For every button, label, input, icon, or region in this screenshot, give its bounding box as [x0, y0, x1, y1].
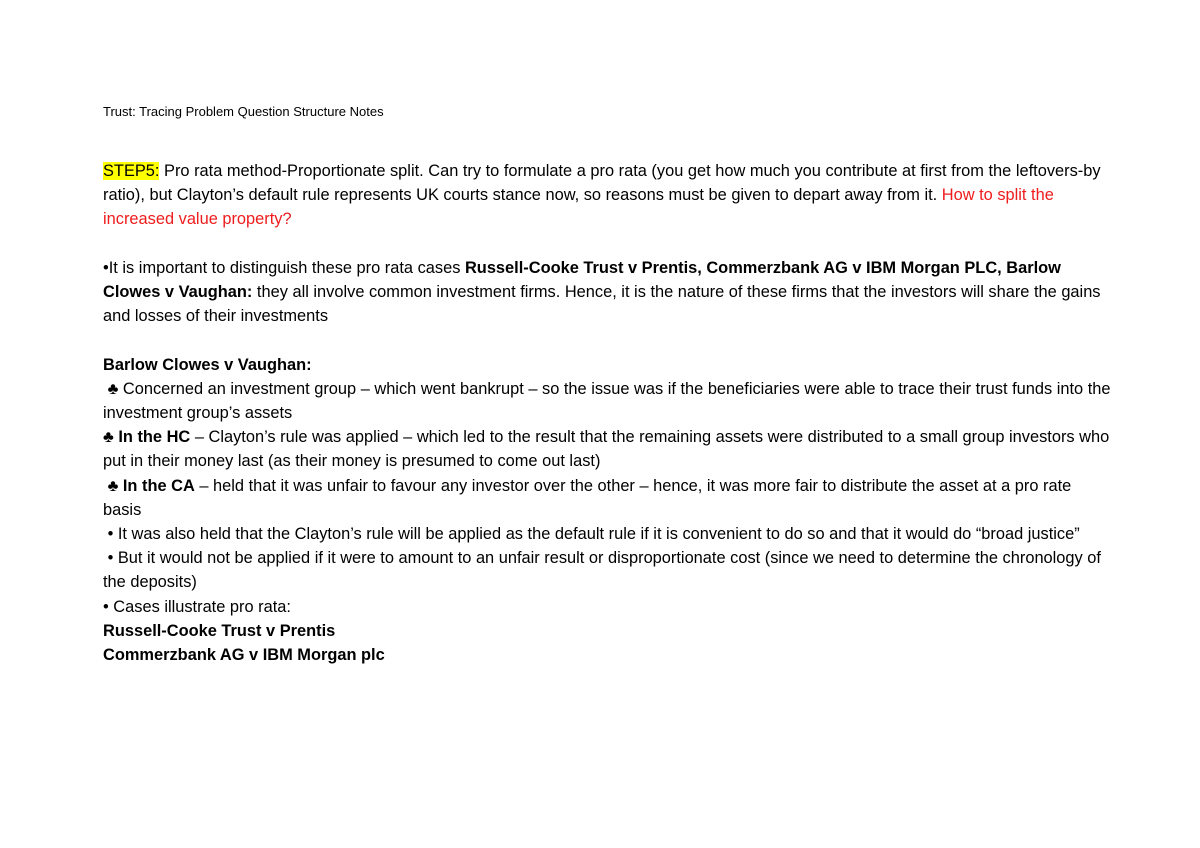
- step5-text: Pro rata method-Proportionate split. Can try to formulate a pro rata (you get how much you contribute at first from the leftovers-by ratio), but Clayton’s default rule represents UK courts stance now, so reasons must be given to depart away from it.: [103, 162, 1101, 205]
- distinguish-paragraph: [103, 256, 1113, 329]
- held-convenient-text: It was also held that the Clayton’s rule will be applied as the default rule if it is convenient to do so and that it would do “broad justice”: [113, 525, 1080, 544]
- bullet-icon: •: [107, 525, 114, 544]
- spacer: [103, 328, 1113, 352]
- ca-text: – held that it was unfair to favour any investor over the other – hence, it was more fair to distribute the asset at a pro rate basis: [103, 476, 1072, 519]
- cases-illustrate: [103, 595, 1113, 619]
- hc-text: – Clayton’s rule was applied – which led to the result that the remaining assets were distributed to a small group investors who put in their money last (as their money is presumed to come out last): [103, 428, 1110, 471]
- distinguish-text: they all involve common investment firms. Hence, it is the nature of these firms that the investors will share the gains and losses of their investments: [103, 283, 1101, 326]
- club-icon: ♣: [107, 379, 119, 398]
- bullet-icon: •: [103, 258, 109, 277]
- bullet-icon: •: [103, 597, 109, 616]
- step5-label: STEP5:: [103, 162, 160, 180]
- distinguish-intro: It is important to distinguish these pro rata cases: [108, 258, 465, 277]
- bullet-icon: •: [107, 549, 114, 568]
- hc-label: In the HC: [113, 428, 191, 447]
- barlow-heading: Barlow Clowes v Vaughan:: [103, 355, 312, 374]
- case-commerzbank: Commerzbank AG v IBM Morgan plc: [103, 646, 385, 665]
- cases-illustrate-text: Cases illustrate pro rata:: [108, 597, 291, 616]
- barlow-held-convenient: [103, 522, 1113, 546]
- document-body: [103, 159, 1113, 667]
- barlow-point-hc: [103, 425, 1113, 473]
- step5-question: How to split the increased value property?: [103, 186, 1054, 229]
- barlow-point-concerned: [103, 377, 1113, 425]
- club-icon: ♣: [103, 428, 114, 447]
- ca-label: In the CA: [118, 476, 195, 495]
- step5-paragraph: [103, 159, 1113, 232]
- distinguish-cases: Russell-Cooke Trust v Prentis, Commerzbank AG v IBM Morgan PLC, Barlow Clowes v Vaughan:: [103, 258, 1061, 301]
- barlow-point-ca: [103, 474, 1113, 522]
- spacer: [103, 232, 1113, 256]
- document-header: Trust: Tracing Problem Question Structure Notes: [103, 104, 384, 119]
- held-unfair-text: But it would not be applied if it were to amount to an unfair result or disproportionate cost (since we need to determine the chronology of the deposits): [103, 549, 1101, 592]
- case-russell-cooke: Russell-Cooke Trust v Prentis: [103, 621, 336, 640]
- club-icon: ♣: [107, 476, 119, 495]
- barlow-held-unfair: [103, 546, 1113, 594]
- concerned-text: Concerned an investment group – which went bankrupt – so the issue was if the beneficiaries were able to trace their trust funds into the investment group’s assets: [103, 379, 1111, 422]
